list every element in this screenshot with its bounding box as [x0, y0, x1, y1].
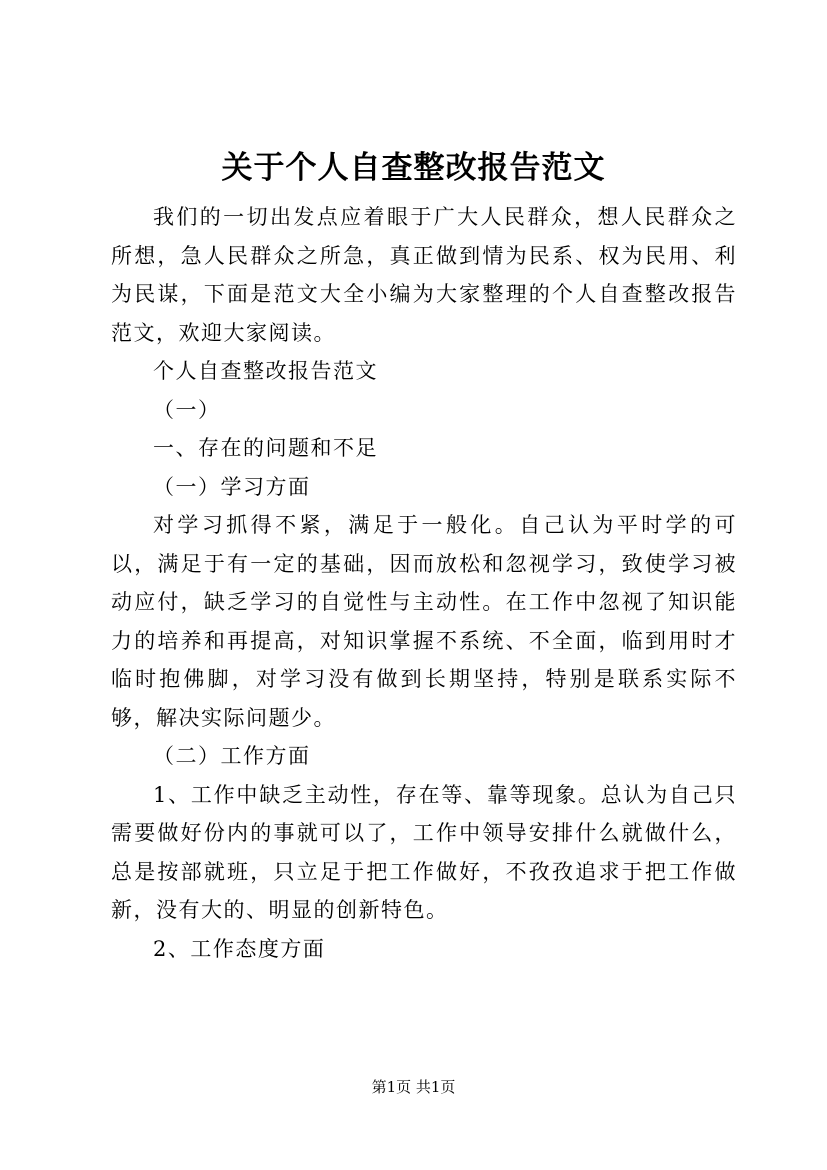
document-title: 关于个人自查整改报告范文 — [221, 150, 606, 186]
paragraph-subtitle: 个人自查整改报告范文 — [153, 359, 378, 383]
document-body — [111, 198, 737, 968]
heading-study: （一）学习方面 — [153, 474, 311, 499]
page-footer: 第1页 共1页 — [371, 1078, 456, 1096]
heading-work: （二）工作方面 — [153, 744, 311, 768]
paragraph-intro: 我们的一切出发点应着眼于广大人民群众，想人民群众之所想，急人民群众之所急，真正做到情为民系、权为民用、利为民谋，下面是范文大全小编为大家整理的个人自查整改报告范文，欢迎大家阅读。 — [111, 205, 737, 345]
paragraph-section-marker: （一） — [153, 397, 221, 422]
paragraph-work-1: 1、工作中缺乏主动性，存在等、靠等现象。总认为自己只需要做好份内的事就可以了，工作中领导安排什么就做什么，总是按部就班，只立足于把工作做好，不孜孜追求于把工作做新，没有大的、明显的创新特色。 — [111, 782, 737, 922]
paragraph-study: 对学习抓得不紧，满足于一般化。自己认为平时学的可以，满足于有一定的基础，因而放松和忽视学习，致使学习被动应付，缺乏学习的自觉性与主动性。在工作中忽视了知识能力的培养和再提高，对知识掌握不系统、不全面，临到用时才临时抱佛脚，对学习没有做到长期坚持，特别是联系实际不够，解决实际问题少。 — [111, 513, 737, 730]
heading-problems: 一、存在的问题和不足 — [153, 436, 378, 460]
heading-work-attitude: 2、工作态度方面 — [153, 936, 326, 961]
